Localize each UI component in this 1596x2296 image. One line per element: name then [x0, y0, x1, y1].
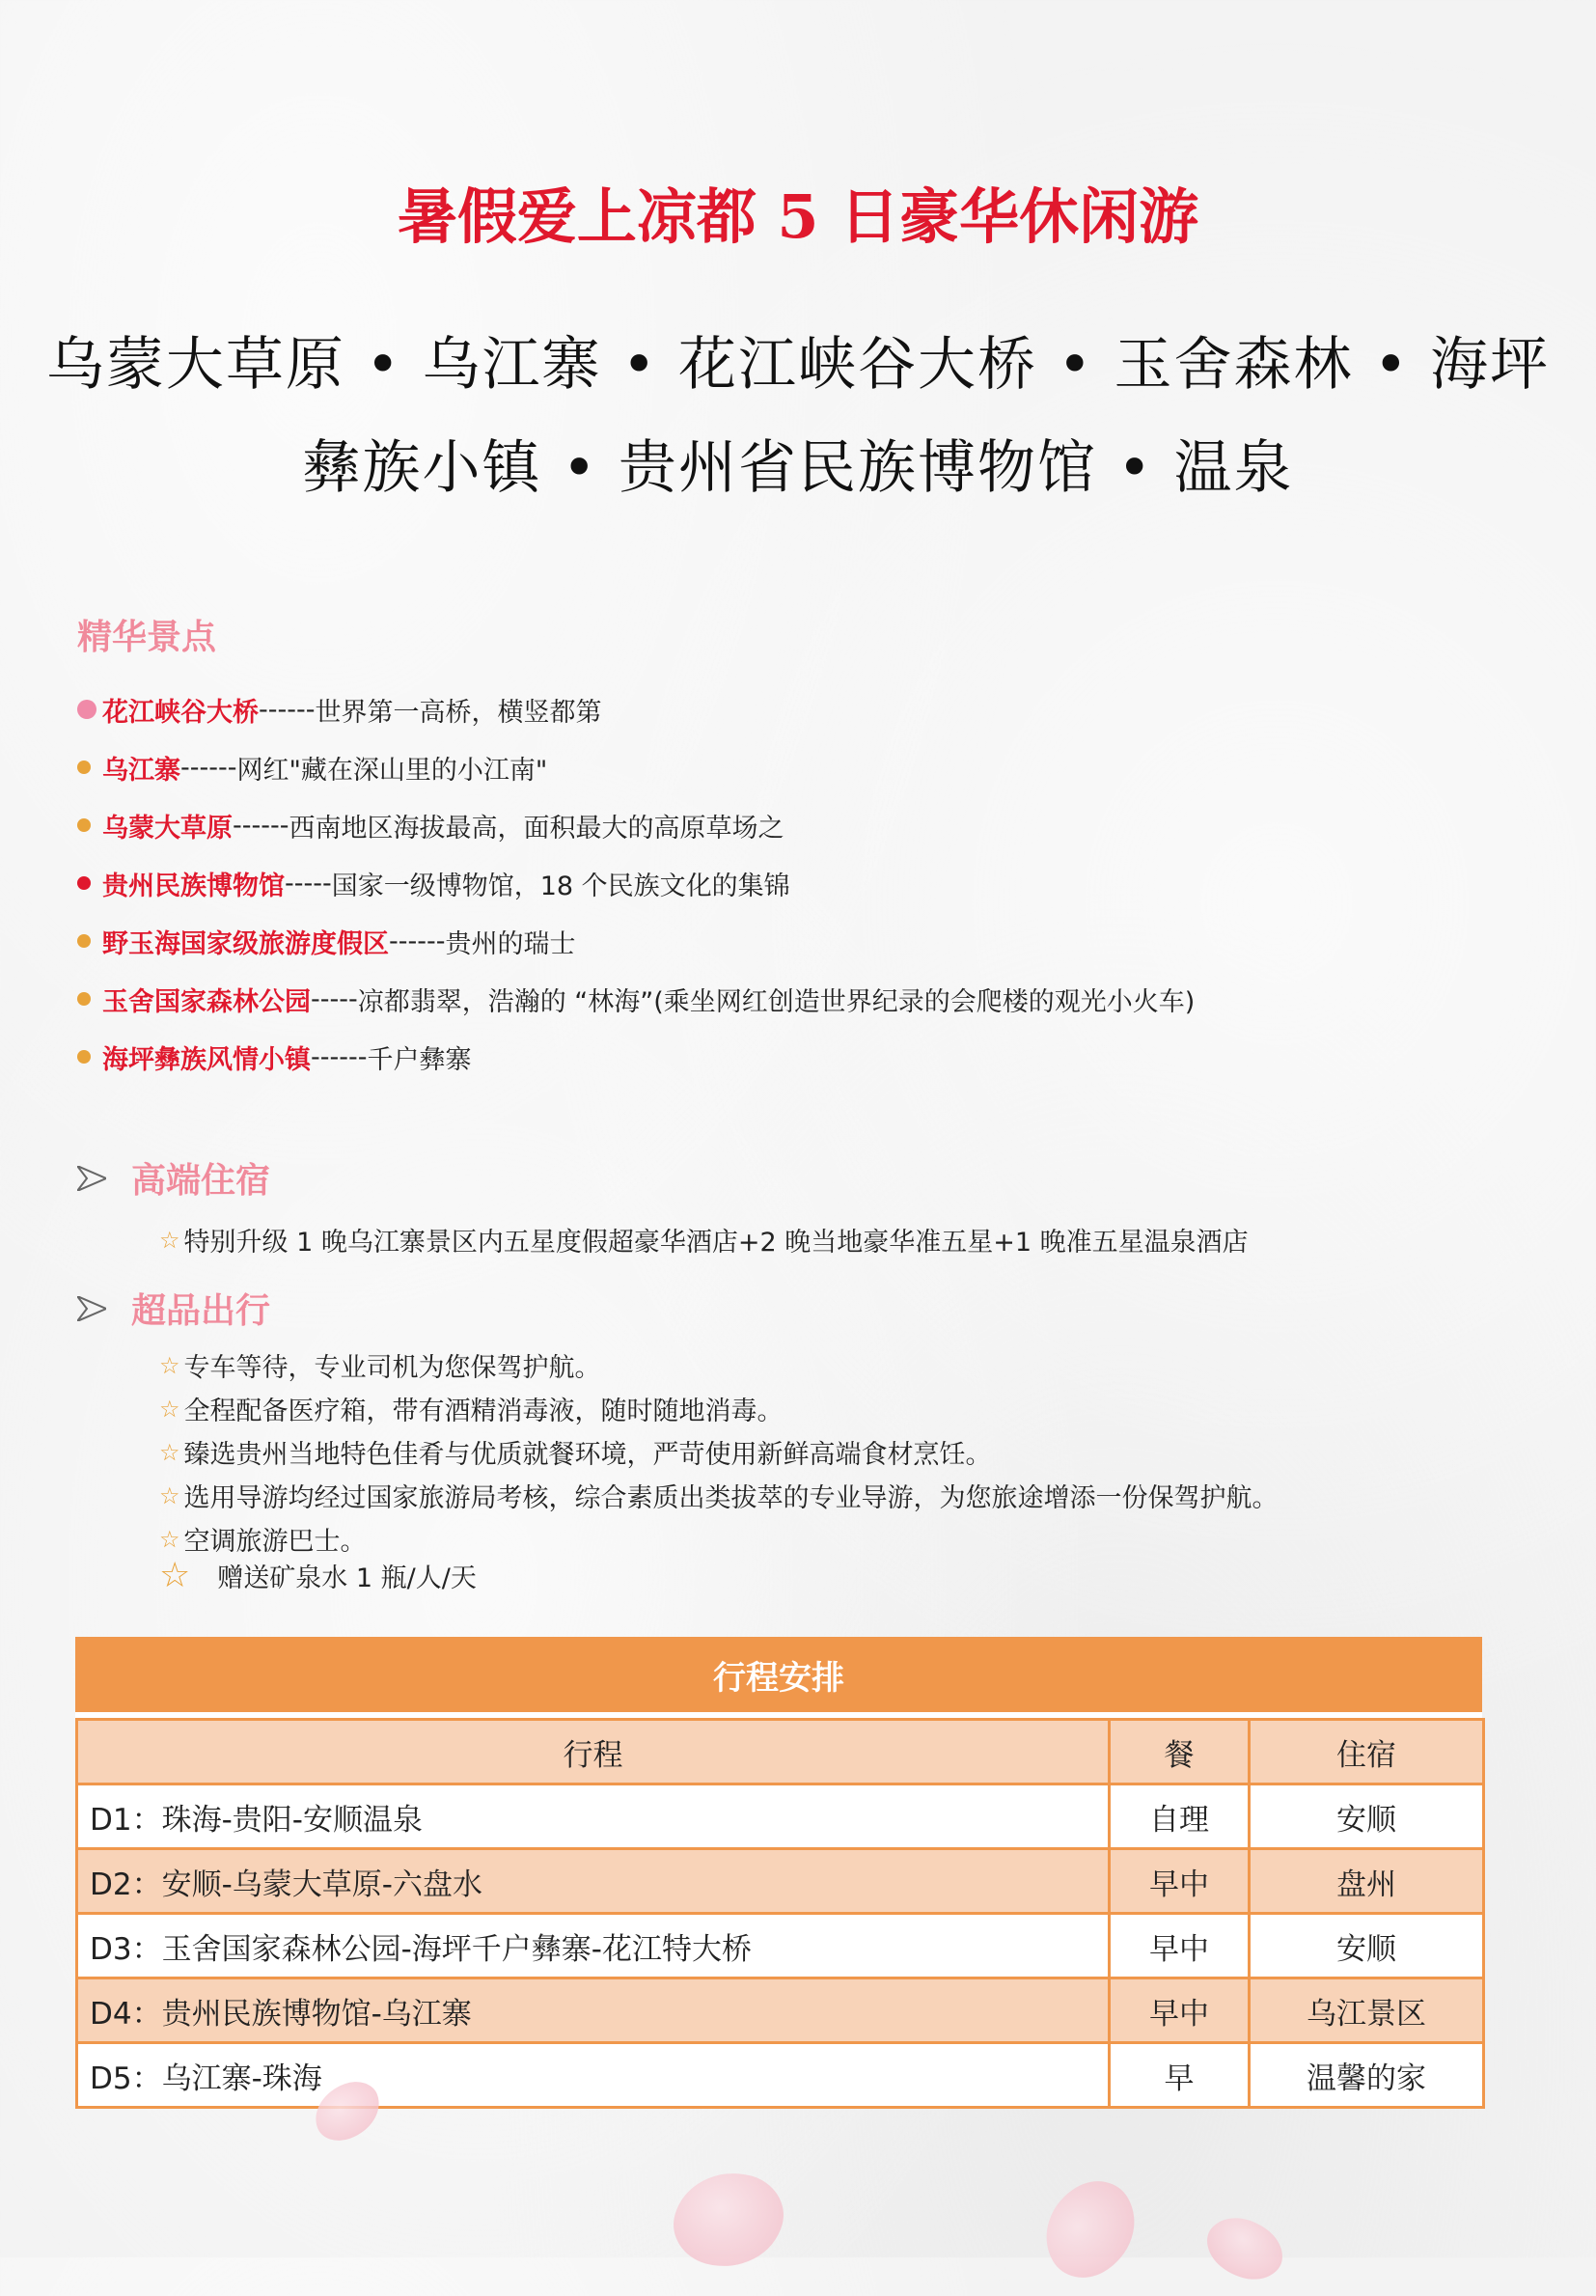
bullet-dot-icon — [77, 934, 91, 948]
highlights-list — [77, 680, 1505, 1086]
highlight-item — [77, 854, 1505, 912]
highlight-description: 凉都翡翠，浩瀚的 “林海”(乘坐网红创造世界纪录的会爬楼的观光小火车) — [357, 986, 1196, 1017]
star-icon: ☆ — [159, 1525, 180, 1553]
highlight-item — [77, 912, 1505, 970]
travel-item-text: 空调旅游巴士。 — [183, 1527, 367, 1557]
highlight-description: 网红"藏在深山里的小江南" — [236, 755, 548, 786]
travel-item-text: 全程配备医疗箱，带有酒精消毒液，随时随地消毒。 — [183, 1397, 784, 1426]
highlight-description: 贵州的瑞士 — [445, 928, 576, 959]
travel-item-text: 专车等待，专业司机为您保驾护航。 — [183, 1353, 601, 1383]
itinerary-table-block — [75, 1637, 1482, 2109]
cell-meal: 早 — [1110, 2043, 1250, 2108]
bullet-dot-icon — [77, 1050, 91, 1064]
bullet-dot-icon — [77, 761, 91, 774]
bullet-dot-icon — [77, 700, 96, 719]
travel-item-text: 臻选贵州当地特色佳肴与优质就餐环境，严苛使用新鲜高端食材烹饪。 — [183, 1440, 992, 1470]
table-row — [77, 1849, 1484, 1914]
travel-item — [159, 1390, 784, 1427]
arrow-bullet-icon — [77, 1296, 106, 1321]
highlight-separator: ----- — [311, 983, 358, 1014]
highlight-name: 贵州民族博物馆 — [102, 871, 285, 901]
table-row — [77, 1914, 1484, 1978]
highlight-description: 国家一级博物馆，18 个民族文化的集锦 — [331, 871, 790, 901]
cell-stay: 温馨的家 — [1250, 2043, 1484, 2108]
hotel-section-heading — [77, 1153, 270, 1203]
petal-decoration — [1197, 2201, 1293, 2295]
highlight-item — [77, 1028, 1505, 1086]
travel-heading-text: 超品出行 — [131, 1291, 271, 1331]
highlight-item — [77, 970, 1505, 1028]
cell-meal: 早中 — [1110, 1914, 1250, 1978]
highlight-name: 玉舍国家森林公园 — [102, 986, 311, 1017]
highlight-separator: ------ — [311, 1041, 368, 1072]
bullet-dot-icon — [77, 876, 91, 890]
highlight-separator: ------ — [259, 694, 316, 725]
highlight-item — [77, 680, 1505, 738]
route-line-2: 彝族小镇 • 贵州省民族博物馆 • 温泉 — [302, 434, 1294, 502]
highlight-separator: ----- — [285, 868, 332, 899]
travel-item — [159, 1477, 1279, 1514]
travel-item-text: 赠送矿泉水 1 瓶/人/天 — [217, 1563, 477, 1593]
highlight-description: 西南地区海拔最高，面积最大的高原草场之 — [289, 813, 784, 844]
hotel-heading-text: 高端住宿 — [131, 1161, 271, 1201]
column-header-route: 行程 — [77, 1720, 1110, 1784]
travel-item — [159, 1433, 992, 1471]
table-row — [77, 1784, 1484, 1849]
highlight-separator: ------ — [233, 810, 289, 841]
highlight-name: 乌蒙大草原 — [102, 813, 233, 844]
highlight-name: 乌江寨 — [102, 755, 180, 786]
star-icon: ☆ — [159, 1438, 180, 1466]
travel-section-heading — [77, 1284, 270, 1333]
hotel-item-text: 特别升级 1 晚乌江寨景区内五星度假超豪华酒店+2 晚当地豪华准五星+1 晚准五星温泉酒店 — [183, 1228, 1249, 1258]
highlight-separator: ------ — [389, 926, 446, 956]
cell-stay: 盘州 — [1250, 1849, 1484, 1914]
cell-route: D4：贵州民族博物馆-乌江寨 — [77, 1978, 1110, 2043]
cell-route: D3：玉舍国家森林公园-海坪千户彝寨-花江特大桥 — [77, 1914, 1110, 1978]
cell-route: D5：乌江寨-珠海 — [77, 2043, 1110, 2108]
cell-route: D2：安顺-乌蒙大草原-六盘水 — [77, 1849, 1110, 1914]
column-header-meal: 餐 — [1110, 1720, 1250, 1784]
petal-decoration — [665, 2159, 792, 2280]
star-icon: ☆ — [159, 1556, 191, 1595]
highlight-item — [77, 738, 1505, 796]
cell-route: D1：珠海-贵阳-安顺温泉 — [77, 1784, 1110, 1849]
column-header-stay: 住宿 — [1250, 1720, 1484, 1784]
star-icon: ☆ — [159, 1351, 180, 1379]
arrow-bullet-icon — [77, 1166, 106, 1191]
bullet-dot-icon — [77, 992, 91, 1006]
highlight-name: 海坪彝族风情小镇 — [102, 1044, 311, 1075]
hotel-item — [159, 1221, 1249, 1259]
star-icon: ☆ — [159, 1226, 180, 1254]
highlight-name: 花江峡谷大桥 — [102, 697, 259, 728]
itinerary-title: 行程安排 — [75, 1637, 1482, 1718]
highlight-name: 野玉海国家级旅游度假区 — [102, 928, 389, 959]
route-line-1: 乌蒙大草原 • 乌江寨 • 花江峡谷大桥 • 玉舍森林 • 海坪 — [45, 331, 1551, 399]
itinerary-table — [75, 1718, 1485, 2109]
table-row — [77, 2043, 1484, 2108]
travel-item — [159, 1520, 367, 1558]
cell-stay: 乌江景区 — [1250, 1978, 1484, 2043]
highlights-heading: 精华景点 — [77, 618, 217, 657]
highlight-item — [77, 796, 1505, 854]
star-icon: ☆ — [159, 1395, 180, 1423]
cell-stay: 安顺 — [1250, 1914, 1484, 1978]
bullet-dot-icon — [77, 818, 91, 832]
highlight-description: 千户彝寨 — [367, 1044, 472, 1075]
star-icon: ☆ — [159, 1481, 180, 1509]
cell-meal: 早中 — [1110, 1978, 1250, 2043]
cell-meal: 自理 — [1110, 1784, 1250, 1849]
travel-item-text: 选用导游均经过国家旅游局考核，综合素质出类拔萃的专业导游，为您旅途增添一份保驾护航。 — [183, 1483, 1279, 1513]
petal-decoration — [1027, 2168, 1154, 2291]
cell-meal: 早中 — [1110, 1849, 1250, 1914]
cell-stay: 安顺 — [1250, 1784, 1484, 1849]
table-row — [77, 1978, 1484, 2043]
travel-item — [159, 1346, 601, 1384]
page-title: 暑假爱上凉都 5 日豪华休闲游 — [397, 181, 1199, 252]
travel-item — [159, 1556, 477, 1595]
highlight-description: 世界第一高桥，横竖都第 — [315, 697, 602, 728]
highlight-separator: ------ — [180, 752, 237, 783]
